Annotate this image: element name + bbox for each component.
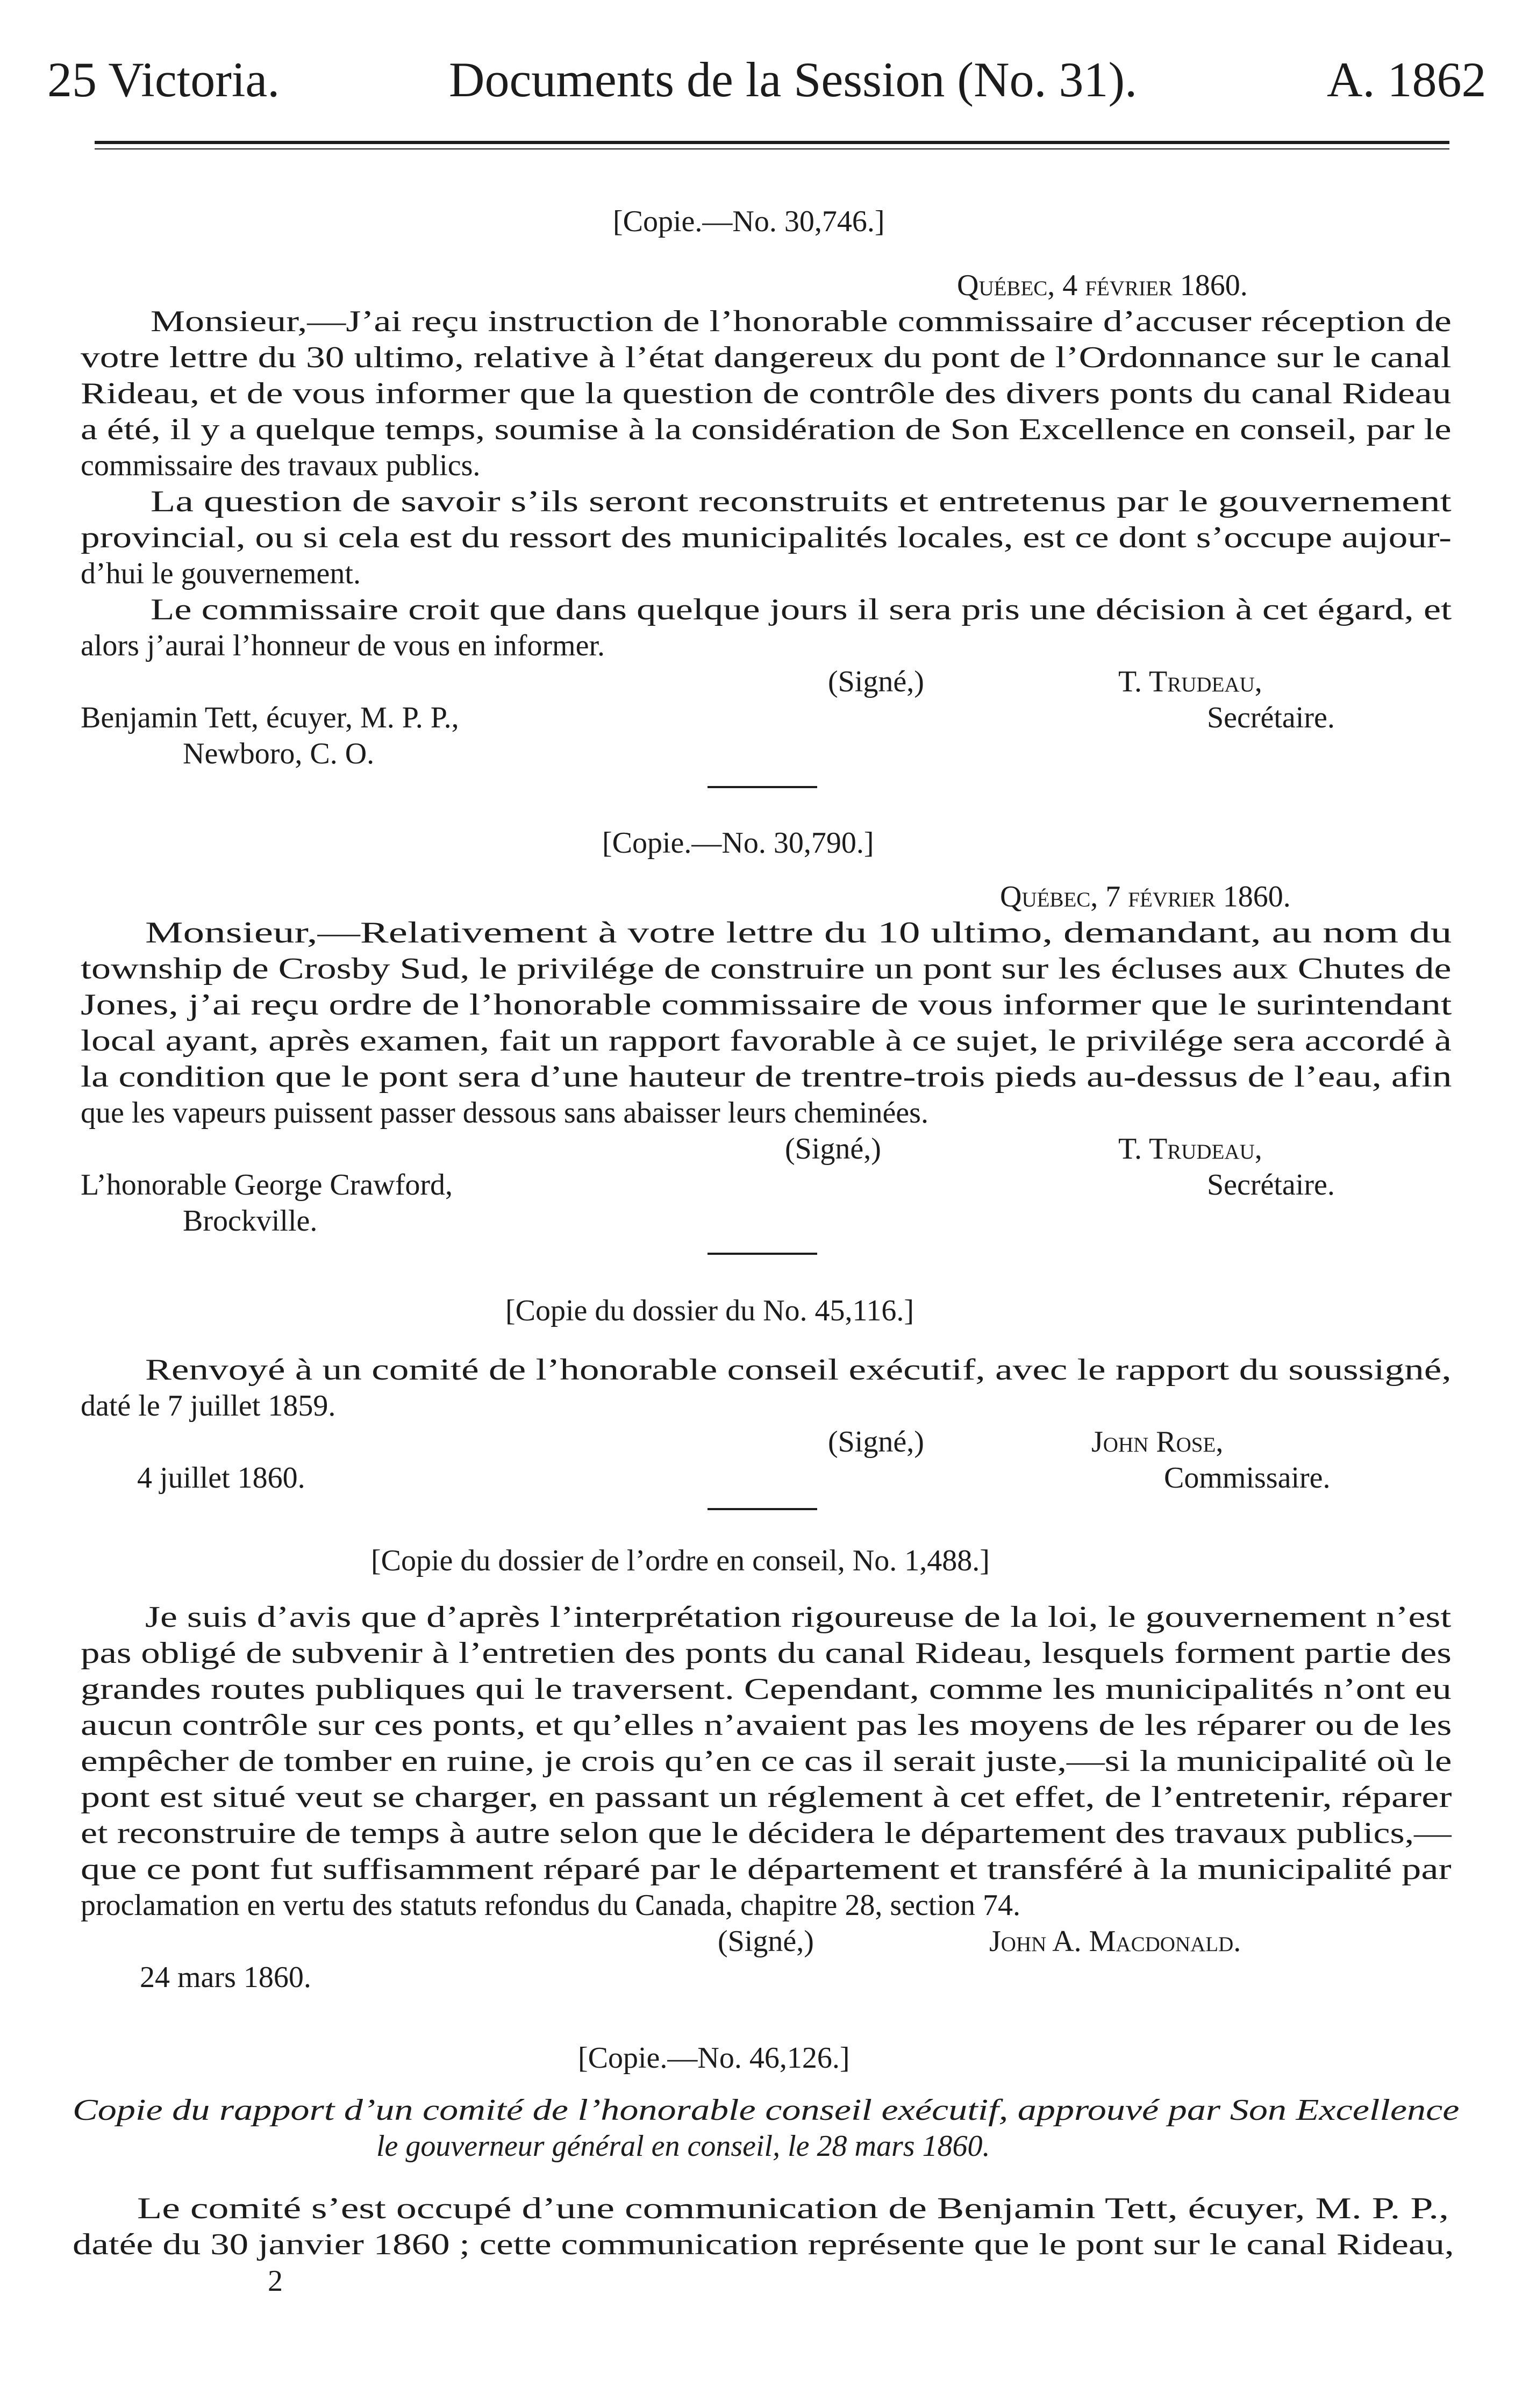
order-line-5: empêcher de tomber en ruine, je crois qu’en ce cas il serait juste,—si la municipalité où le — [81, 1745, 1452, 1778]
order-line-6: pont est situé veut se charger, en passant un réglement à cet effet, de l’entretenir, réparer — [81, 1781, 1452, 1814]
page-number: 2 — [268, 2264, 283, 2298]
running-header-volume: 25 Victoria. — [47, 52, 280, 107]
copy-heading-45116: [Copie du dossier du No. 45,116.] — [505, 1294, 914, 1327]
letter2-line-6: que les vapeurs puissent passer dessous sans abaisser leurs cheminées. — [81, 1096, 928, 1130]
order-line-8: que ce pont fut suffisamment réparé par le département et transféré à la municipalité par — [81, 1853, 1452, 1886]
report-title-line-1: Copie du rapport d’un comité de l’honorable conseil exécutif, approuvé par Son Excellence — [73, 2093, 1460, 2127]
section-separator — [708, 786, 817, 788]
order-line-1: Je suis d’avis que d’après l’interprétation rigoureuse de la loi, le gouvernement n’est — [145, 1600, 1452, 1634]
letter2-line-5: la condition que le pont sera d’une hauteur de trentre-trois pieds au-dessus de l’eau, afin — [81, 1060, 1452, 1094]
letter2-line-2: township de Crosby Sud, le privilége de construire un pont sur les écluses aux Chutes de — [81, 952, 1452, 985]
letter2-line-4: local ayant, après examen, fait un rapport favorable à ce sujet, le privilége sera accordé à — [81, 1024, 1452, 1057]
signed-3: (Signé,) — [828, 1425, 924, 1459]
title-3: Commissaire. — [1164, 1461, 1331, 1495]
title-2: Secrétaire. — [1207, 1168, 1335, 1202]
letter2-line-1: Monsieur,—Relativement à votre lettre du 10 ultimo, demandant, au nom du — [145, 916, 1452, 949]
section-separator — [708, 1253, 817, 1255]
running-header-title: Documents de la Session (No. 31). — [449, 52, 1138, 107]
signer-1: T. Trudeau, — [1118, 665, 1262, 698]
report-line-1: Le comité s’est occupé d’une communication de Benjamin Tett, écuyer, M. P. P., — [137, 2192, 1449, 2225]
order-line-9: proclamation en vertu des statuts refondus du Canada, chapitre 28, section 74. — [81, 1889, 1020, 1922]
addressee-2: L’honorable George Crawford, — [81, 1168, 453, 1202]
signed-4: (Signé,) — [718, 1925, 814, 1958]
section-separator — [708, 1508, 817, 1510]
addressee-1-place: Newboro, C. O. — [183, 737, 375, 770]
addressee-2-place: Brockville. — [183, 1204, 318, 1238]
letter1-line-4: a été, il y a quelque temps, soumise à la considération de Son Excellence en conseil, par le — [81, 413, 1452, 446]
header-rule-thick — [95, 141, 1449, 144]
letter1-line-5: commissaire des travaux publics. — [81, 449, 481, 482]
copy-heading-30790: [Copie.—No. 30,790.] — [602, 826, 874, 860]
referral-date: 4 juillet 1860. — [137, 1461, 305, 1495]
referral-line-1: Renvoyé à un comité de l’honorable conseil exécutif, avec le rapport du soussigné, — [145, 1353, 1452, 1387]
referral-line-2: daté le 7 juillet 1859. — [81, 1389, 336, 1423]
order-line-2: pas obligé de subvenir à l’entretien des ponts du canal Rideau, lesquels forment partie des — [81, 1637, 1452, 1670]
order-line-7: et reconstruire de temps à autre selon que le décidera le département des travaux publics,— — [81, 1817, 1452, 1850]
signer-4: John A. Macdonald. — [989, 1925, 1241, 1958]
header-rule-thin — [95, 148, 1449, 149]
order-date: 24 mars 1860. — [140, 1961, 311, 1994]
letter1-line-2: votre lettre du 30 ultimo, relative à l’état dangereux du pont de l’Ordonnance sur le canal — [81, 341, 1452, 374]
letter1-line-6: La question de savoir s’ils seront reconstruits et entretenus par le gouvernement — [151, 485, 1452, 518]
letter1-line-9: Le commissaire croit que dans quelque jours il sera pris une décision à cet égard, et — [151, 593, 1452, 626]
report-line-2: datée du 30 janvier 1860 ; cette communication représente que le pont sur le canal Rideau, — [73, 2228, 1454, 2261]
letter2-line-3: Jones, j’ai reçu ordre de l’honorable commissaire de vous informer que le surintendant — [81, 988, 1452, 1021]
signed-2: (Signé,) — [785, 1132, 881, 1166]
letter1-line-8: d’hui le gouvernement. — [81, 557, 361, 590]
report-title-line-2: le gouverneur général en conseil, le 28 mars 1860. — [376, 2130, 990, 2163]
letter1-line-7: provincial, ou si cela est du ressort des municipalités locales, est ce dont s’occupe aujour- — [81, 521, 1452, 554]
letter1-line-10: alors j’aurai l’honneur de vous en informer. — [81, 629, 605, 662]
letter1-line-1: Monsieur,—J’ai reçu instruction de l’honorable commissaire d’accuser réception de — [151, 305, 1452, 338]
addressee-1: Benjamin Tett, écuyer, M. P. P., — [81, 701, 459, 734]
running-header-year: A. 1862 — [1327, 52, 1487, 107]
signer-3: John Rose, — [1091, 1425, 1224, 1459]
copy-heading-46126: [Copie.—No. 46,126.] — [578, 2041, 850, 2075]
dateline-30746: Québec, 4 février 1860. — [957, 269, 1248, 302]
copy-heading-30746: [Copie.—No. 30,746.] — [613, 205, 885, 238]
title-1: Secrétaire. — [1207, 701, 1335, 734]
order-line-4: aucun contrôle sur ces ponts, et qu’elles n’avaient pas les moyens de les réparer ou de les — [81, 1709, 1452, 1742]
copy-heading-1488: [Copie du dossier de l’ordre en conseil, No. 1,488.] — [371, 1544, 990, 1577]
order-line-3: grandes routes publiques qui le traversent. Cependant, comme les municipalités n’ont eu — [81, 1673, 1452, 1706]
signed-1: (Signé,) — [828, 665, 924, 698]
letter1-line-3: Rideau, et de vous informer que la question de contrôle des divers ponts du canal Rideau — [81, 377, 1452, 410]
dateline-30790: Québec, 7 février 1860. — [1000, 880, 1291, 913]
signer-2: T. Trudeau, — [1118, 1132, 1262, 1166]
